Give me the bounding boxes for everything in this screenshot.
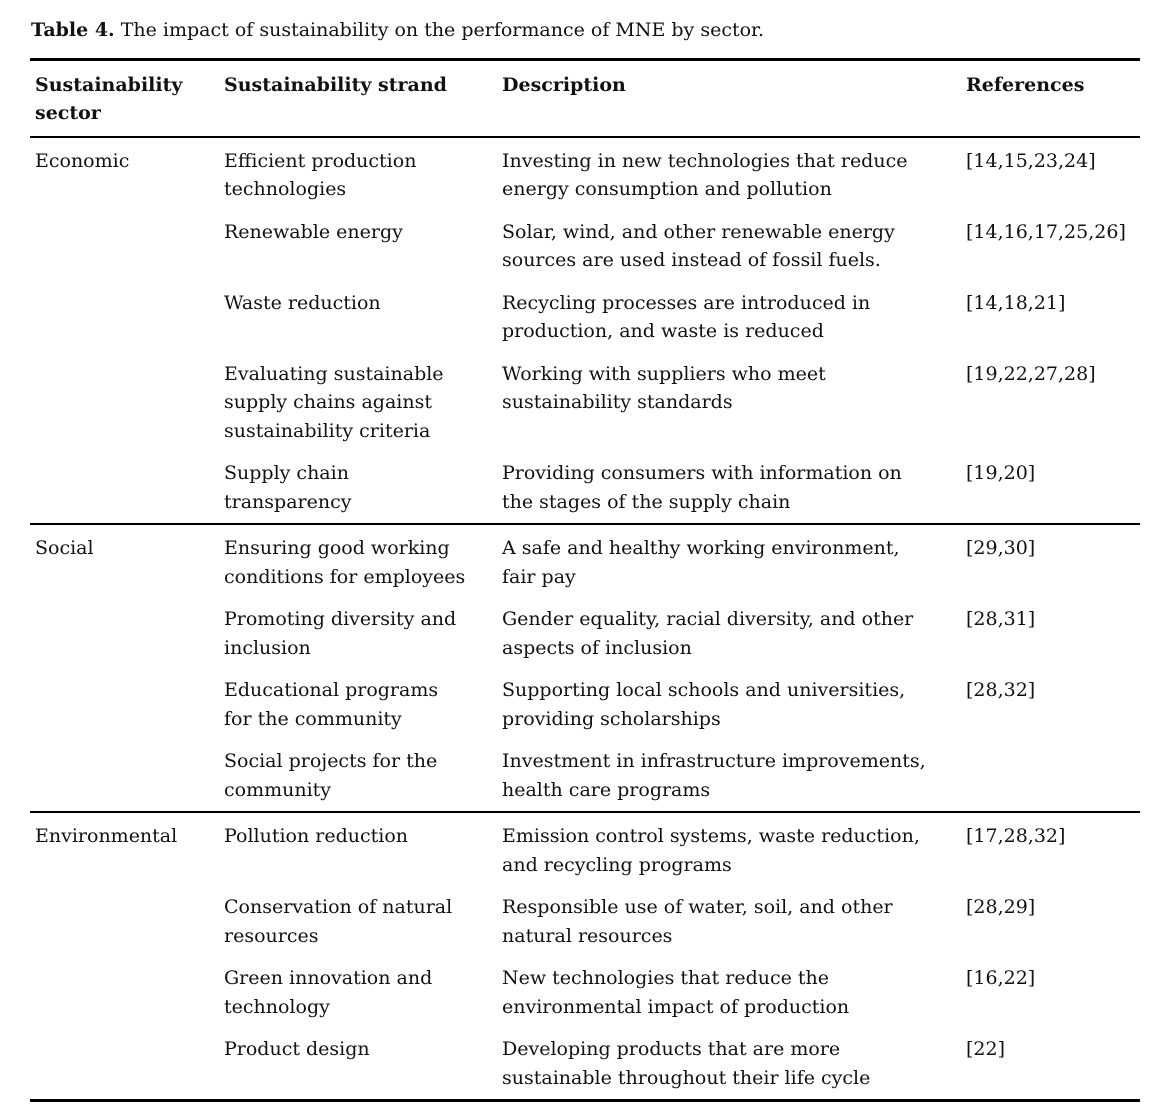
description-cell: Working with suppliers who meet sustainability standards [502, 362, 826, 414]
references-cell: [17,28,32] [966, 825, 1066, 848]
strand-cell: Evaluating sustainable supply chains against sustainability criteria [224, 362, 444, 442]
table-figure [30, 17, 1141, 1102]
strand-cell: Educational programs for the community [224, 679, 439, 730]
strand-cell: Conservation of natural resources [224, 896, 453, 947]
description-cell: Supporting local schools and universities, providing scholarships [502, 679, 906, 730]
description-cell: A safe and healthy working environment, fair pay [502, 537, 900, 588]
description-cell: Gender equality, racial diversity, and other aspects of inclusion [502, 608, 914, 659]
caption-text: The impact of sustainability on the performance of MNE by sector. [114, 19, 765, 41]
table-row [30, 812, 1140, 886]
sector-cell: Social [35, 537, 94, 560]
references-cell: [29,30] [966, 537, 1036, 560]
table-row [30, 137, 1140, 211]
description-cell: New technologies that reduce the environmental impact of production [502, 967, 850, 1018]
col-header-strand: Sustainability strand [219, 59, 497, 137]
references-cell: [14,18,21] [966, 291, 1066, 314]
section-economic [30, 137, 1140, 525]
strand-cell: Ensuring good working conditions for employees [224, 537, 466, 588]
table-row [30, 524, 1140, 598]
col-header-references: References [961, 59, 1140, 137]
col-header-description: Description [497, 59, 961, 137]
strand-cell: Efficient production technologies [224, 149, 417, 201]
strand-cell: Waste reduction [224, 291, 381, 314]
sector-cell: Environmental [35, 825, 178, 848]
table-caption [31, 17, 1141, 45]
sector-cell: Economic [35, 149, 130, 172]
sustainability-table [30, 58, 1140, 1103]
strand-cell: Renewable energy [224, 220, 403, 243]
description-cell: Responsible use of water, soil, and other natural resources [502, 896, 893, 947]
description-cell: Developing products that are more sustainable throughout their life cycle [502, 1038, 871, 1089]
references-cell: [28,32] [966, 679, 1036, 702]
description-cell: Recycling processes are introduced in production, and waste is reduced [502, 291, 871, 343]
section-social [30, 524, 1140, 812]
strand-cell: Green innovation and technology [224, 967, 433, 1018]
col-header-sector: Sustainability sector [30, 59, 219, 137]
references-cell: [14,15,23,24] [966, 149, 1096, 172]
references-cell: [19,20] [966, 462, 1036, 485]
references-cell: [28,31] [966, 608, 1036, 631]
references-cell: [19,22,27,28] [966, 362, 1096, 385]
table-header [30, 59, 1140, 137]
description-cell: Investment in infrastructure improvements, health care programs [502, 750, 926, 801]
caption-label: Table 4. [31, 19, 115, 41]
header-row [30, 59, 1140, 137]
section-environmental [30, 812, 1140, 1101]
strand-cell: Pollution reduction [224, 825, 409, 848]
description-cell: Emission control systems, waste reduction, and recycling programs [502, 825, 920, 876]
references-cell: [14,16,17,25,26] [966, 220, 1126, 243]
strand-cell: Promoting diversity and inclusion [224, 608, 457, 659]
description-cell: Investing in new technologies that reduce energy consumption and pollution [502, 149, 908, 201]
strand-cell: Supply chain transparency [224, 462, 352, 513]
strand-cell: Social projects for the community [224, 750, 438, 801]
references-cell: [22] [966, 1038, 1006, 1061]
description-cell: Solar, wind, and other renewable energy sources are used instead of fossil fuels. [502, 220, 895, 272]
description-cell: Providing consumers with information on the stages of the supply chain [502, 462, 902, 513]
references-cell: [28,29] [966, 896, 1036, 919]
references-cell [961, 740, 1140, 812]
references-cell: [16,22] [966, 967, 1036, 990]
strand-cell: Product design [224, 1038, 370, 1061]
